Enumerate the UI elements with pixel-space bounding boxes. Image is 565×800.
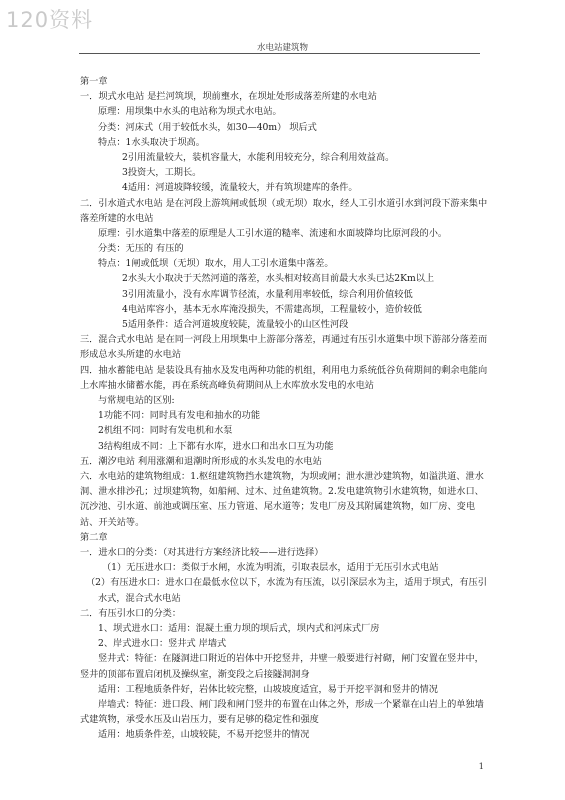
text-line: 二．引水道式水电站 是在河段上游筑闸或低坝（或无坝）取水，经人工引水道引水到河段下游来集中落差所建的水电站 [80, 197, 488, 224]
text-line: 2、岸式进水口：竖井式 岸墙式 [98, 638, 227, 650]
text-line: 第一章 [80, 76, 108, 87]
text-line: 岸墙式：特征：进口段、闸门段和闸门竖井的布置在山体之外，形成一个紧靠在山岩上的单独墙式建筑物，承受水压及山岩压力，要有足够的稳定性和强度 [80, 698, 484, 726]
page-number: 1 [478, 762, 484, 772]
text-line: 竖井式：特征：在隧洞进口附近的岩体中开挖竖井，井壁一般要进行衬砌，闸门安置在竖井中，竖井的顶部布置启闭机及操纵室，渐变段之后接隧洞洞身 [80, 653, 484, 680]
text-line: 3引用流量小，没有水库调节径流，水量利用率较低，综合利用价值较低 [122, 288, 413, 300]
text-line: 特点：1水头取决于坝高。 [98, 136, 205, 148]
text-line: 适用：工程地质条件好，岩体比较完整，山坡坡度适宜，易于开挖平洞和竖井的情况 [98, 683, 438, 695]
text-line: 1、坝式进水口：适用：混凝土重力坝的坝后式，坝内式和河床式厂房 [98, 622, 380, 634]
text-line: 六．水电站的建筑物组成：1.枢纽建筑物挡水建筑物，为坝或闸；泄水泄沙建筑物，如溢洪道、泄水洞、泄水排沙孔；过坝建筑物，如船闸、过木、过鱼建筑物。2.发电建筑物引水建筑物，如进水口、沉沙池、引水道、前池或调压室、压力管道、尾水道等；发电厂房及其附属建筑物，如厂房、变电站、开关站等。 [80, 470, 484, 528]
text-line: 一．进水口的分类：（对其进行方案经济比较——进行选择） [80, 546, 324, 558]
text-line: 特点：1闸或低坝（无坝）取水，用人工引水道集中落差。 [98, 258, 334, 270]
text-line: 5适用条件：适合河道坡度较陡，流量较小的山区性河段 [122, 319, 349, 331]
watermark-logo: 120资料 [6, 8, 94, 32]
document-body [80, 74, 490, 743]
text-line: 3结构组成不同：上下都有水库，进水口和出水口互为功能 [98, 440, 334, 452]
text-line: 三．混合式水电站 是在同一河段上用坝集中上游部分落差，再通过有压引水道集中坝下游部分落差而形成总水头所建的水电站 [80, 334, 488, 361]
page-header: 水电站建筑物 [256, 43, 308, 53]
text-line: 五．潮汐电站 利用涨潮和退潮时所形成的水头发电的水电站 [80, 455, 322, 467]
text-line: （2）有压进水口：进水口在最低水位以下，水流为有压流，以引深层水为主，适用于坝式，有压引水式，混合式水电站 [86, 577, 487, 604]
text-line: 一．坝式水电站 是拦河筑坝，坝前壅水，在坝址处形成落差所建的水电站 [80, 91, 377, 103]
text-line: （1）无压进水口：类似于水闸，水流为明流，引取表层水，适用于无压引水式电站 [102, 562, 439, 574]
text-line: 1功能不同：同时具有发电和抽水的功能 [98, 410, 261, 422]
header-divider [79, 53, 480, 54]
text-line: 分类：河床式（用于较低水头，如30—40m） 坝后式 [98, 121, 317, 133]
text-line: 适用：地质条件差，山坡较陡，不易开挖竖井的情况 [98, 729, 310, 741]
text-line: 二．有压引水口的分类： [80, 607, 182, 619]
text-line: 与常规电站的区别: [98, 395, 175, 407]
text-line: 4适用：河道坡降较缓，流量较大，并有筑坝建库的条件。 [122, 182, 358, 194]
text-line: 第二章 [80, 531, 108, 543]
text-line: 四．抽水蓄能电站 是装设具有抽水及发电两种功能的机组，利用电力系统低谷负荷期间的剩余电能向上水库抽水储蓄水能，再在系统高峰负荷期间从上水库放水发电的水电站 [80, 364, 488, 391]
text-line: 分类：无压的 有压的 [98, 243, 184, 255]
text-line: 2机组不同：同时有发电机和水泵 [98, 425, 233, 437]
text-line: 2水头大小取决于天然河道的落差，水头相对较高目前最大水头已达2Km以上 [122, 273, 435, 285]
text-line: 4电站库容小，基本无水库淹没损失，不需建高坝，工程量较小，造价较低 [122, 303, 422, 315]
text-line: 2引用流量较大，装机容量大，水能利用较充分，综合利用效益高。 [122, 151, 395, 163]
text-line: 3投资大，工期长。 [122, 167, 202, 179]
text-line: 原理：用坝集中水头的电站称为坝式水电站。 [98, 106, 282, 118]
text-line: 原理：引水道集中落差的原理是人工引水道的糙率、流速和水面坡降均比原河段的小。 [98, 227, 448, 239]
